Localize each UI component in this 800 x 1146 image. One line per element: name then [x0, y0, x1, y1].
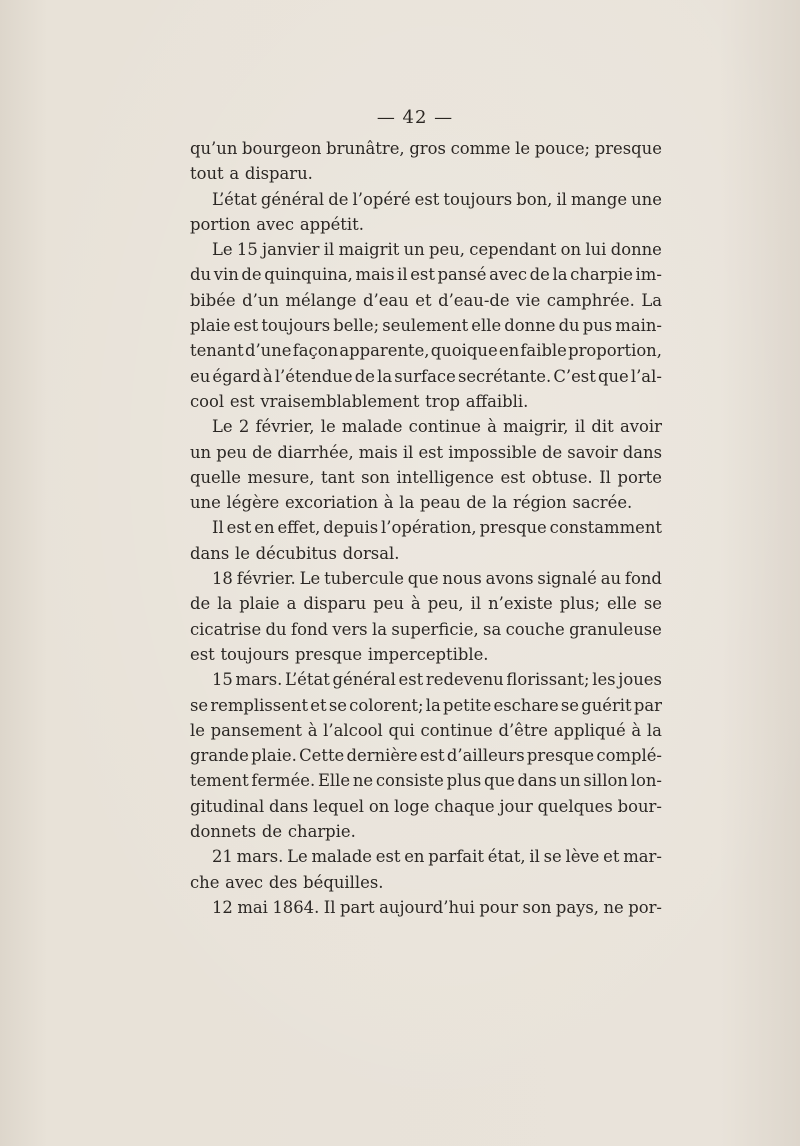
text-line: 12 mai 1864. Il part aujourd’hui pour son pays, ne por- — [212, 897, 662, 917]
text-line: portion avec appétit. — [190, 214, 364, 234]
text-line: grande plaie. Cette dernière est d’ailleurs presque complé- — [190, 746, 662, 766]
text-line: est toujours presque imperceptible. — [190, 644, 489, 664]
text-line: tenant d’une façon apparente, quoique en faible proportion, — [190, 341, 662, 361]
text-line: tement fermée. Elle ne consiste plus que dans un sillon lon- — [190, 771, 662, 791]
text-line: 15 mars. L’état général est redevenu florissant; les joues — [212, 670, 662, 690]
text-line: quelle mesure, tant son intelligence est obtuse. Il porte — [190, 467, 662, 487]
text-line: donnets de charpie. — [190, 822, 356, 842]
text-line: du vin de quinquina, mais il est pansé avec de la charpie im- — [190, 265, 662, 285]
text-line: cool est vraisemblablement trop affaibli. — [190, 391, 529, 411]
text-line: bibée d’un mélange d’eau et d’eau-de vie camphrée. La — [190, 290, 662, 310]
text-line: eu égard à l’étendue de la surface secrétante. C’est que l’al- — [190, 366, 662, 386]
text-line: qu’un bourgeon brunâtre, gros comme le pouce; presque — [190, 139, 662, 158]
text-line: dans le décubitus dorsal. — [190, 543, 400, 563]
body-text — [190, 136, 662, 920]
text-line: le pansement à l’alcool qui continue d’être appliqué à la — [190, 720, 662, 740]
text-line: cicatrise du fond vers la superficie, sa couche granuleuse — [190, 619, 662, 639]
text-line: de la plaie a disparu peu à peu, il n’existe plus; elle se — [190, 594, 662, 614]
page-number: — 42 — — [376, 107, 454, 128]
text-line: plaie est toujours belle; seulement elle donne du pus main- — [190, 316, 662, 336]
text-line: tout a disparu. — [190, 164, 313, 184]
text-line: une légère excoriation à la peau de la région sacrée. — [190, 493, 633, 513]
text-line: L’état général de l’opéré est toujours bon, il mange une — [212, 189, 662, 209]
text-line: 18 février. Le tubercule que nous avons signalé au fond — [212, 569, 662, 589]
text-line: un peu de diarrhée, mais il est impossible de savoir dans — [190, 442, 662, 462]
text-line: gitudinal dans lequel on loge chaque jour quelques bour- — [190, 796, 662, 816]
text-line: Le 2 février, le malade continue à maigrir, il dit avoir — [212, 417, 662, 437]
text-line: se remplissent et se colorent; la petite eschare se guérit par — [190, 695, 662, 715]
text-line: Le 15 janvier il maigrit un peu, cependant on lui donne — [212, 240, 662, 260]
text-line: 21 mars. Le malade est en parfait état, il se lève et mar- — [212, 847, 662, 867]
text-line: Il est en effet, depuis l’opération, presque constamment — [212, 518, 662, 538]
text-line: che avec des béquilles. — [190, 872, 384, 892]
